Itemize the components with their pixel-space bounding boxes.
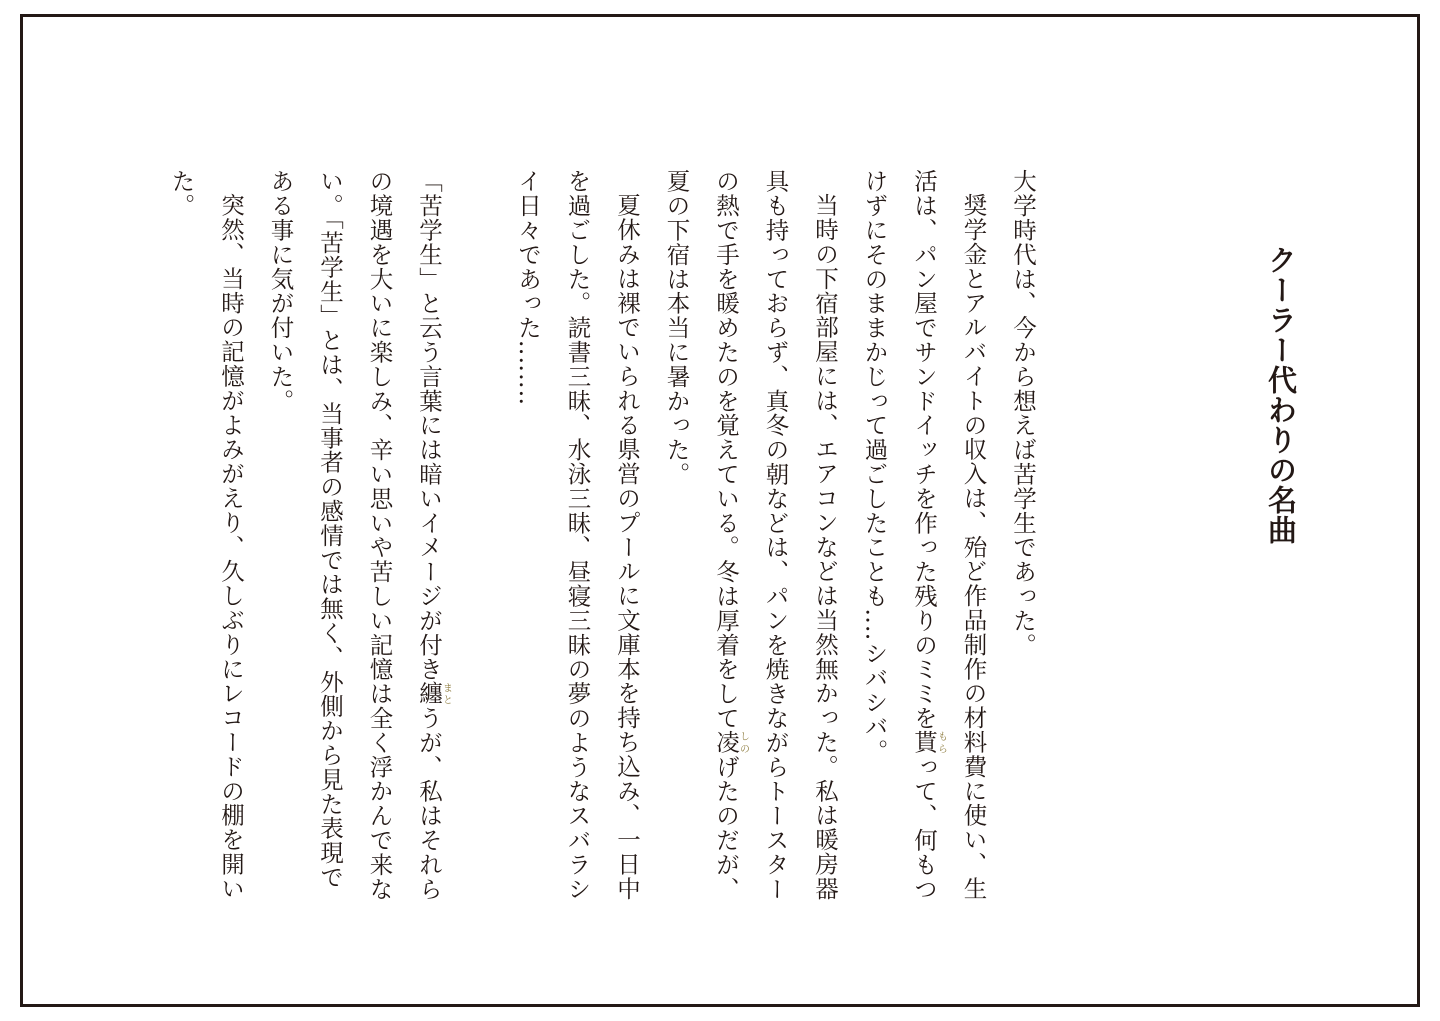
- paragraph-4: 夏休みは裸でいられる県営のプールに文庫本を持ち込み、一日中を過ごした。読書三昧、水泳三昧、昼寝三昧の夢のようなスバラシイ日々であった‥‥‥‥: [514, 169, 641, 901]
- page-frame: [20, 14, 1420, 1007]
- ruby-morau: 貰もら: [910, 730, 947, 755]
- essay-body: [156, 169, 1047, 909]
- paragraph-6: 突然、当時の記憶がよみがえり、久しぶりにレコードの棚を開いた。: [167, 169, 245, 901]
- paragraph-2: 奨学金とアルバイトの収入は、殆ど作品制作の材料費に使い、生活は、パン屋でサンドイッチを作った残りのミミを貰もらって、何もつけずにそのままかじって過ごしたことも‥‥シバシバ。: [860, 169, 988, 902]
- paragraph-1: 大学時代は、今から想えば苦学生であった。: [1009, 169, 1037, 657]
- paragraph-3: 当時の下宿部屋には、エアコンなどは当然無かった。私は暖房器具も持っておらず、真冬の朝などは、パンを焼きながらトースターの熱で手を暖めたのを覚えている。冬は厚着をして凌しのげたのだが、夏の下宿は本当に暑かった。: [662, 169, 839, 902]
- paragraph-5: 「苦学生」と云う言葉には暗いイメージが付き纏まとうが、私はそれらの境遇を大いに楽しみ、辛い思いや苦しい記憶は全く浮かんで来ない。「苦学生」とは、当事者の感情では無く、外側から見た表現である事に気が付いた。: [266, 169, 452, 902]
- ruby-matou: 纏まと: [415, 681, 452, 706]
- ruby-shinogu: 凌しの: [712, 730, 749, 755]
- essay-title: クーラー代わりの名曲: [1264, 245, 1298, 545]
